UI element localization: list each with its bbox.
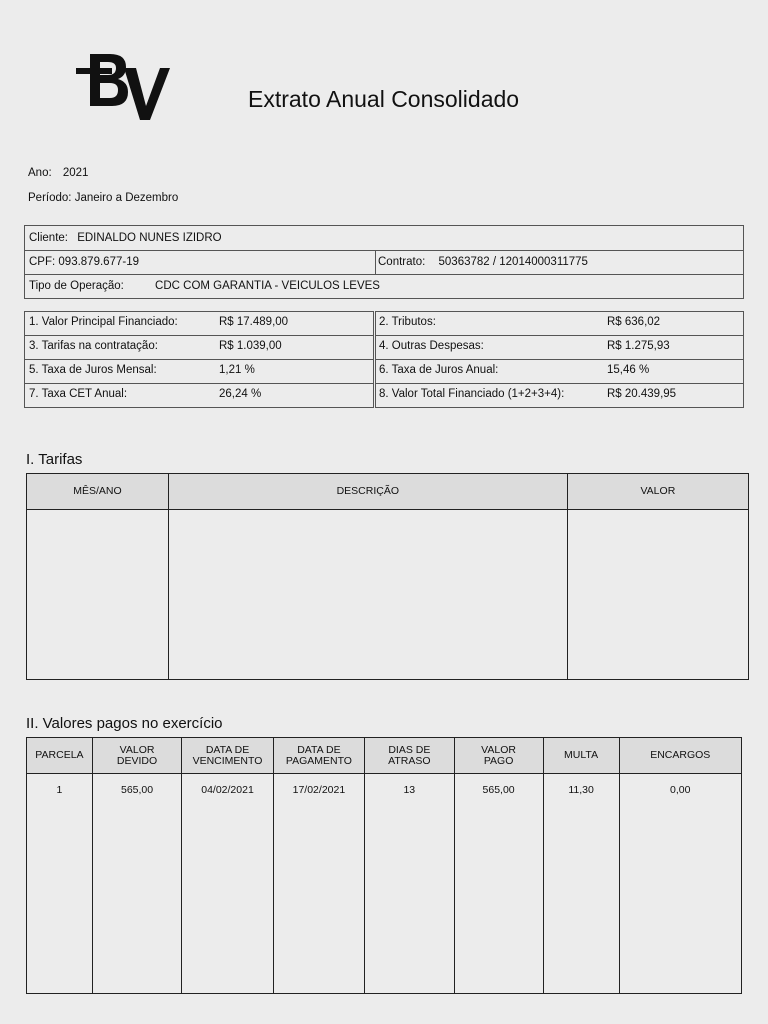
table-cell <box>168 510 567 680</box>
summary-value: 1,21 % <box>219 364 255 376</box>
column-header: MÊS/ANO <box>27 474 169 510</box>
summary-left-box <box>24 311 374 408</box>
contract-line <box>378 256 588 268</box>
operation-line <box>29 280 380 292</box>
column-header: DESCRIÇÃO <box>168 474 567 510</box>
tarifas-table <box>26 473 749 680</box>
tarifas-heading: I. Tarifas <box>26 451 83 468</box>
summary-label: 1. Valor Principal Financiado: <box>29 316 178 328</box>
table-cell: 17/02/2021 <box>273 774 364 994</box>
page-title: Extrato Anual Consolidado <box>248 86 520 112</box>
table-row <box>27 774 742 994</box>
table-row <box>27 510 749 680</box>
summary-value: 26,24 % <box>219 388 262 400</box>
summary-right-box <box>375 311 744 408</box>
summary-value: R$ 20.439,95 <box>607 388 677 400</box>
period-line <box>28 192 178 204</box>
summary-label: 8. Valor Total Financiado (1+2+3+4): <box>379 388 565 400</box>
summary-label: 2. Tributos: <box>379 316 436 328</box>
table-cell: 565,00 <box>454 774 543 994</box>
column-header: DIAS DE ATRASO <box>365 738 455 774</box>
year-label: Ano: <box>28 167 52 179</box>
table-cell: 565,00 <box>92 774 181 994</box>
table-cell: 0,00 <box>619 774 741 994</box>
operation-value: CDC COM GARANTIA - VEICULOS LEVES <box>155 280 380 292</box>
year-line <box>28 167 88 179</box>
cpf-value: 093.879.677-19 <box>58 256 139 268</box>
bv-logo <box>72 50 172 122</box>
year-value: 2021 <box>62 167 89 179</box>
column-header: VALOR DEVIDO <box>92 738 181 774</box>
table-cell: 1 <box>27 774 93 994</box>
client-name-line <box>29 232 222 244</box>
pagos-table <box>26 737 742 994</box>
column-header: VALOR <box>567 474 748 510</box>
column-header: VALOR PAGO <box>454 738 543 774</box>
column-header: DATA DE PAGAMENTO <box>273 738 364 774</box>
column-header: MULTA <box>543 738 619 774</box>
summary-value: R$ 17.489,00 <box>219 316 289 328</box>
pagos-heading: II. Valores pagos no exercício <box>26 715 223 732</box>
cpf-line <box>29 256 139 268</box>
client-label: Cliente: <box>29 232 68 244</box>
cpf-label: CPF: <box>29 256 56 268</box>
table-cell: 13 <box>365 774 455 994</box>
period-value: Janeiro a Dezembro <box>74 192 179 204</box>
summary-value: R$ 636,02 <box>607 316 661 328</box>
contract-label: Contrato: <box>378 256 426 268</box>
summary-value: R$ 1.275,93 <box>607 340 670 352</box>
summary-label: 4. Outras Despesas: <box>379 340 484 352</box>
period-label: Período: <box>28 192 72 204</box>
summary-label: 3. Tarifas na contratação: <box>29 340 158 352</box>
table-cell: 11,30 <box>543 774 619 994</box>
summary-value: R$ 1.039,00 <box>219 340 282 352</box>
summary-value: 15,46 % <box>607 364 650 376</box>
summary-label: 7. Taxa CET Anual: <box>29 388 128 400</box>
column-header: ENCARGOS <box>619 738 741 774</box>
operation-label: Tipo de Operação: <box>29 280 124 292</box>
column-header: DATA DE VENCIMENTO <box>182 738 274 774</box>
table-cell <box>27 510 169 680</box>
table-cell <box>567 510 748 680</box>
summary-label: 6. Taxa de Juros Anual: <box>379 364 499 376</box>
table-cell: 04/02/2021 <box>182 774 274 994</box>
contract-value: 50363782 / 12014000311775 <box>438 256 588 268</box>
summary-label: 5. Taxa de Juros Mensal: <box>29 364 157 376</box>
column-header: PARCELA <box>27 738 93 774</box>
client-name: EDINALDO NUNES IZIDRO <box>77 232 222 244</box>
client-box <box>24 225 744 299</box>
